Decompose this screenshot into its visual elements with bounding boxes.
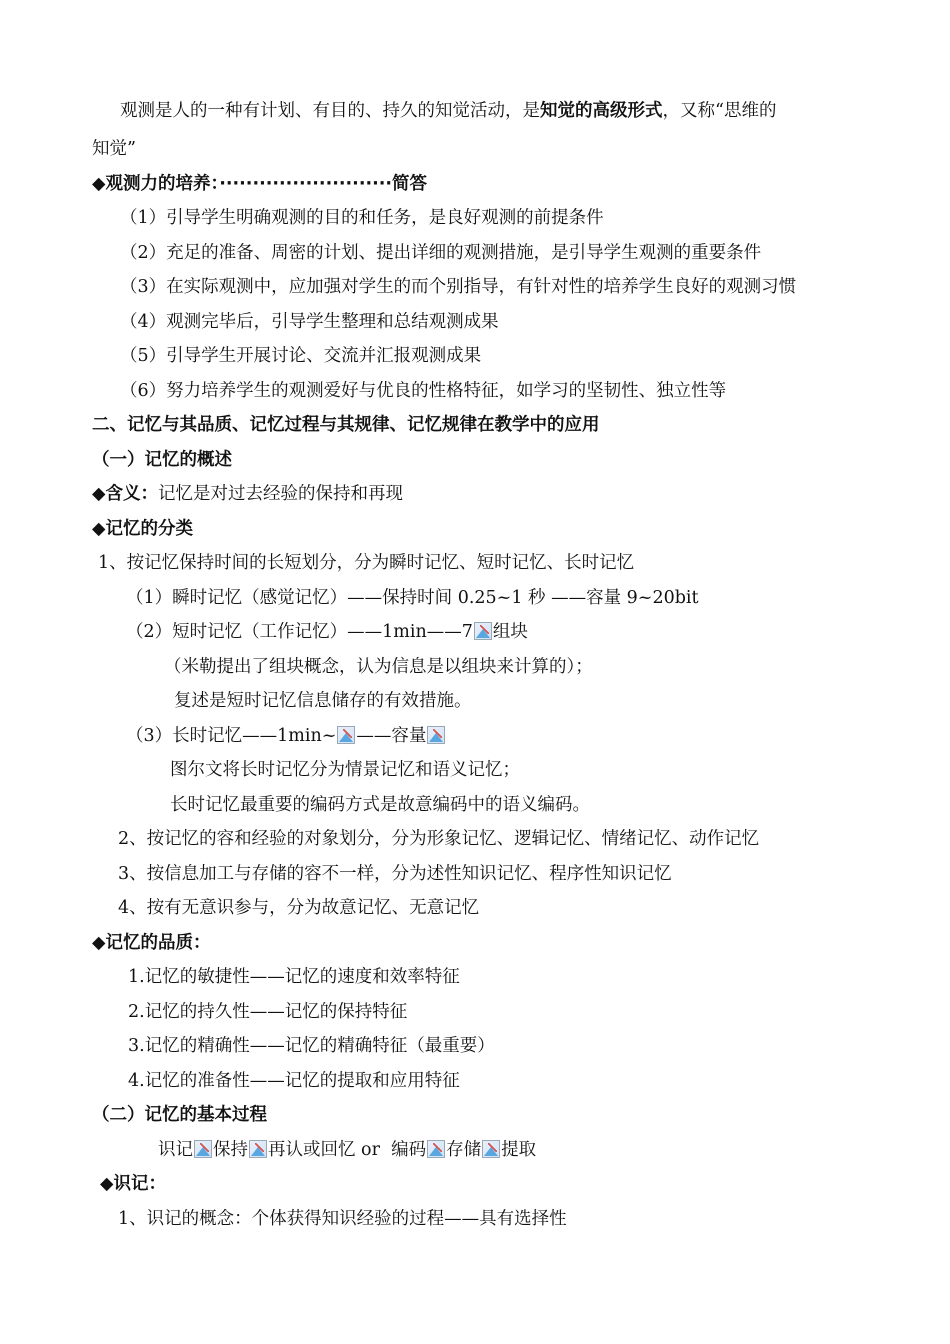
classification-1c (126, 723, 446, 749)
quality-4: 4.记忆的准备性——记忆的提取和应用特征 (128, 1071, 460, 1091)
classification-2: 2、按记忆的容和经验的对象划分，分为形象记忆、逻辑记忆、情绪记忆、动作记忆 (118, 829, 760, 849)
classification-1c-mid: ——容量 (356, 726, 427, 746)
broken-image-icon (474, 622, 492, 640)
broken-image-icon (337, 726, 355, 744)
classification-1b-note-1: （米勒提出了组块概念，认为信息是以组块来计算的）； (164, 657, 593, 677)
recognition-1: 1、识记的概念：个体获得知识经验的过程——具有选择性 (118, 1209, 567, 1229)
classification-1c-text: （3）长时记忆——1min~ (126, 726, 337, 746)
broken-image-icon (427, 726, 445, 744)
classification-4: 4、按有无意识参与，分为故意记忆、无意记忆 (118, 898, 480, 918)
classification-1: 1、按记忆保持时间的长短划分，分为瞬时记忆、短时记忆、长时记忆 (98, 553, 635, 573)
quality-heading: ◆记忆的品质： (92, 933, 211, 953)
training-item-2: （2）充足的准备、周密的计划、提出详细的观测措施，是引导学生观测的重要条件 (120, 243, 762, 263)
training-item-5: （5）引导学生开展讨论、交流并汇报观测成果 (120, 346, 482, 366)
subsection-1-title: （一）记忆的概述 (92, 450, 232, 470)
classification-1c-note-2: 长时记忆最重要的编码方式是故意编码中的语义编码。 (170, 795, 590, 815)
broken-image-icon (427, 1140, 445, 1158)
classification-1b-note-2: 复述是短时记忆信息储存的有效措施。 (174, 691, 472, 711)
broken-image-icon (249, 1140, 267, 1158)
recognition-heading: ◆识记： (100, 1174, 166, 1194)
training-item-6: （6）努力培养学生的观测爱好与优良的性格特征，如学习的坚韧性、独立性等 (120, 381, 727, 401)
quality-1: 1.记忆的敏捷性——记忆的速度和效率特征 (128, 967, 460, 987)
broken-image-icon (482, 1140, 500, 1158)
paragraph-observation (120, 98, 776, 124)
classification-1b (126, 619, 528, 645)
meaning-text: 记忆是对过去经验的保持和再现 (157, 484, 403, 504)
meaning-line (92, 481, 403, 507)
meaning-label: ◆含义： (92, 484, 158, 504)
classification-3: 3、按信息加工与存储的容不一样，分为述性知识记忆、程序性知识记忆 (118, 864, 672, 884)
process-line (158, 1137, 536, 1163)
broken-image-icon (194, 1140, 212, 1158)
process-word-2: 保持 (213, 1140, 248, 1160)
observation-text-end: ，又称“思维的 (662, 101, 777, 121)
heading-training: ◆观测力的培养：··························简答 (92, 174, 428, 194)
training-item-3: （3）在实际观测中，应加强对学生的而个别指导，有针对性的培养学生良好的观测习惯 (120, 277, 797, 297)
quality-2: 2.记忆的持久性——记忆的保持特征 (128, 1002, 408, 1022)
quality-3: 3.记忆的精确性——记忆的精确特征（最重要） (128, 1036, 495, 1056)
paragraph-observation-cont: 知觉” (92, 139, 136, 159)
classification-1b-end: 组块 (492, 622, 528, 642)
classification-1c-note-1: 图尔文将长时记忆分为情景记忆和语义记忆； (170, 760, 520, 780)
observation-bold-text: 知觉的高级形式 (540, 101, 663, 121)
classification-1b-text: （2）短时记忆（工作记忆）——1min——7 (126, 622, 473, 642)
training-item-4: （4）观测完毕后，引导学生整理和总结观测成果 (120, 312, 499, 332)
process-word-1: 识记 (158, 1140, 193, 1160)
subsection-2-title: （二）记忆的基本过程 (92, 1105, 267, 1125)
classification-1a: （1）瞬时记忆（感觉记忆）——保持时间 0.25~1 秒 ——容量 9~20bit (126, 588, 699, 608)
process-word-5: 提取 (501, 1140, 537, 1160)
process-word-3: 再认或回忆 or 编码 (268, 1140, 427, 1160)
process-word-4: 存储 (446, 1140, 482, 1160)
observation-text: 观测是人的一种有计划、有目的、持久的知觉活动，是 (120, 101, 540, 121)
classification-heading: ◆记忆的分类 (92, 519, 193, 539)
section-2-title: 二、记忆与其品质、记忆过程与其规律、记忆规律在教学中的应用 (92, 415, 600, 435)
training-item-1: （1）引导学生明确观测的目的和任务，是良好观测的前提条件 (120, 208, 604, 228)
